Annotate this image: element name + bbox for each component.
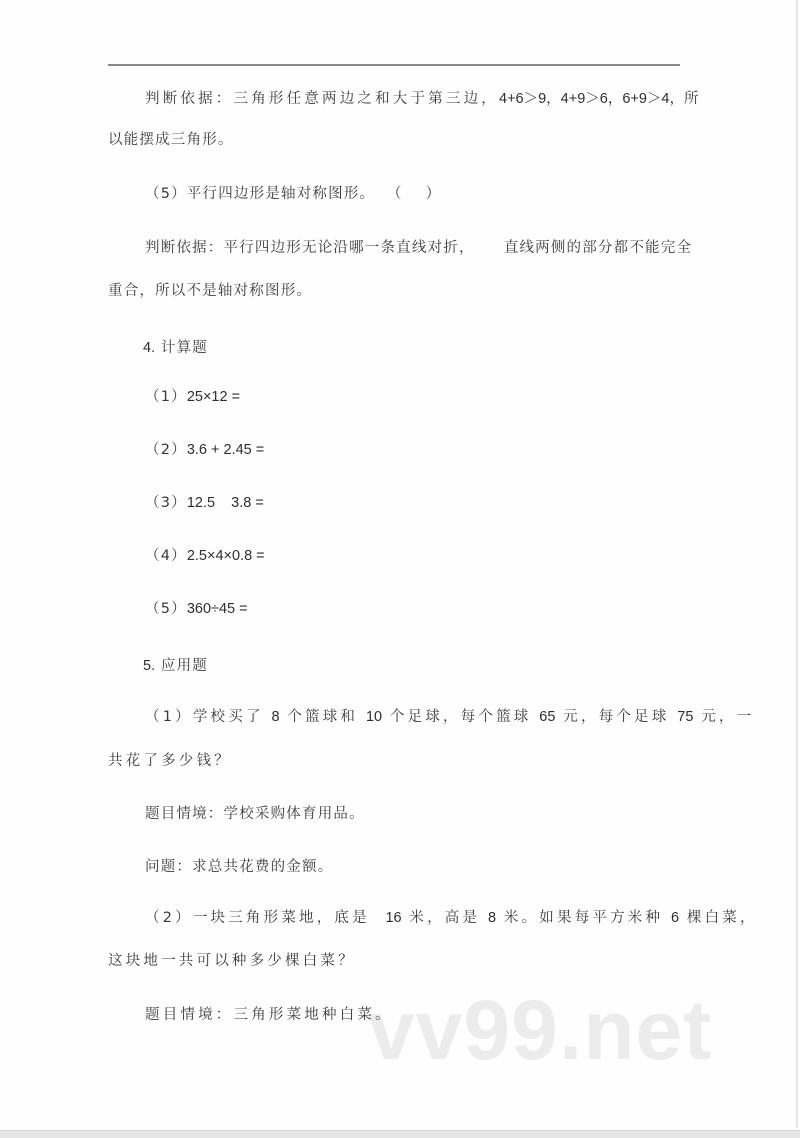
heading-number: 5. <box>143 658 156 674</box>
calculation-item-4 <box>145 547 265 565</box>
q2-text: 棵白菜， <box>679 910 758 926</box>
watermark: vv99.net <box>368 983 713 1077</box>
q1-text: （1）学校买了 <box>145 709 272 725</box>
heading-number: 4. <box>143 340 156 356</box>
item-label: （1） <box>145 389 187 405</box>
q1-football-count: 10 <box>365 709 383 725</box>
judgement-4-reason-line-2: 以能摆成三角形。 <box>108 132 234 148</box>
calculation-item-5 <box>145 600 248 618</box>
calculation-heading <box>143 339 208 357</box>
application-heading <box>143 657 208 675</box>
header-rule <box>108 64 680 66</box>
item-expression: 3.6 + 2.45 = <box>186 442 265 458</box>
q1-basketball-price: 65 <box>539 709 556 725</box>
calculation-item-1 <box>145 388 240 406</box>
judgement-5-reason-line-2: 重合，所以不是轴对称图形。 <box>108 283 313 299</box>
item-expression: 2.5×4×0.8 = <box>186 548 265 564</box>
calculation-item-3 <box>145 494 264 512</box>
q2-base-length: 16 <box>385 910 402 926</box>
application-q2-line-2: 这块地一共可以种多少棵白菜？ <box>108 953 356 969</box>
heading-text: 应用题 <box>160 658 209 674</box>
q1-text: 个足球，每个篮球 <box>382 709 540 725</box>
item-expression: 360÷45 = <box>186 601 248 617</box>
application-q1-question: 问题：求总共花费的金额。 <box>145 859 334 875</box>
judgement-4-reason-line-1 <box>145 90 702 108</box>
application-q2-line-1 <box>145 909 758 927</box>
q2-text: 米，高是 <box>401 910 489 926</box>
q1-text: 元，每个足球 <box>555 709 678 725</box>
reason-tail: 所 <box>683 91 702 107</box>
q1-text: 元，一 <box>693 709 755 725</box>
item-label: （5） <box>145 601 187 617</box>
q1-text: 个篮球和 <box>279 709 366 725</box>
q2-text: 米。如果每平方米种 <box>496 910 672 926</box>
item-label: （3） <box>145 495 187 511</box>
item-label: （4） <box>145 548 187 564</box>
q2-text: （2）一块三角形菜地，底是 <box>145 910 386 926</box>
item-expression: 12.5 3.8 = <box>186 495 264 511</box>
judgement-5-question: （5）平行四边形是轴对称图形。 （ ） <box>145 186 442 202</box>
application-q1-context: 题目情境：学校采购体育用品。 <box>145 806 365 822</box>
application-q2-context: 题目情境：三角形菜地种白菜。 <box>145 1007 393 1023</box>
heading-text: 计算题 <box>160 340 209 356</box>
judgement-5-reason-line-1: 判断依据：平行四边形无论沿哪一条直线对折， 直线两侧的部分都不能完全 <box>145 240 693 256</box>
q2-per-sqm-count: 6 <box>671 910 680 926</box>
item-expression: 25×12 = <box>186 389 241 405</box>
item-label: （2） <box>145 442 187 458</box>
application-q1-line-2: 共花了多少钱？ <box>108 753 232 769</box>
q2-height: 8 <box>488 910 497 926</box>
application-q1-line-1 <box>145 708 754 726</box>
q1-basketball-count: 8 <box>271 709 280 725</box>
calculation-item-2 <box>145 441 264 459</box>
q1-football-price: 75 <box>677 709 694 725</box>
reason-math: 4+6＞9，4+9＞6，6+9＞4， <box>499 91 684 107</box>
reason-text: 判断依据：三角形任意两边之和大于第三边， <box>145 91 499 107</box>
